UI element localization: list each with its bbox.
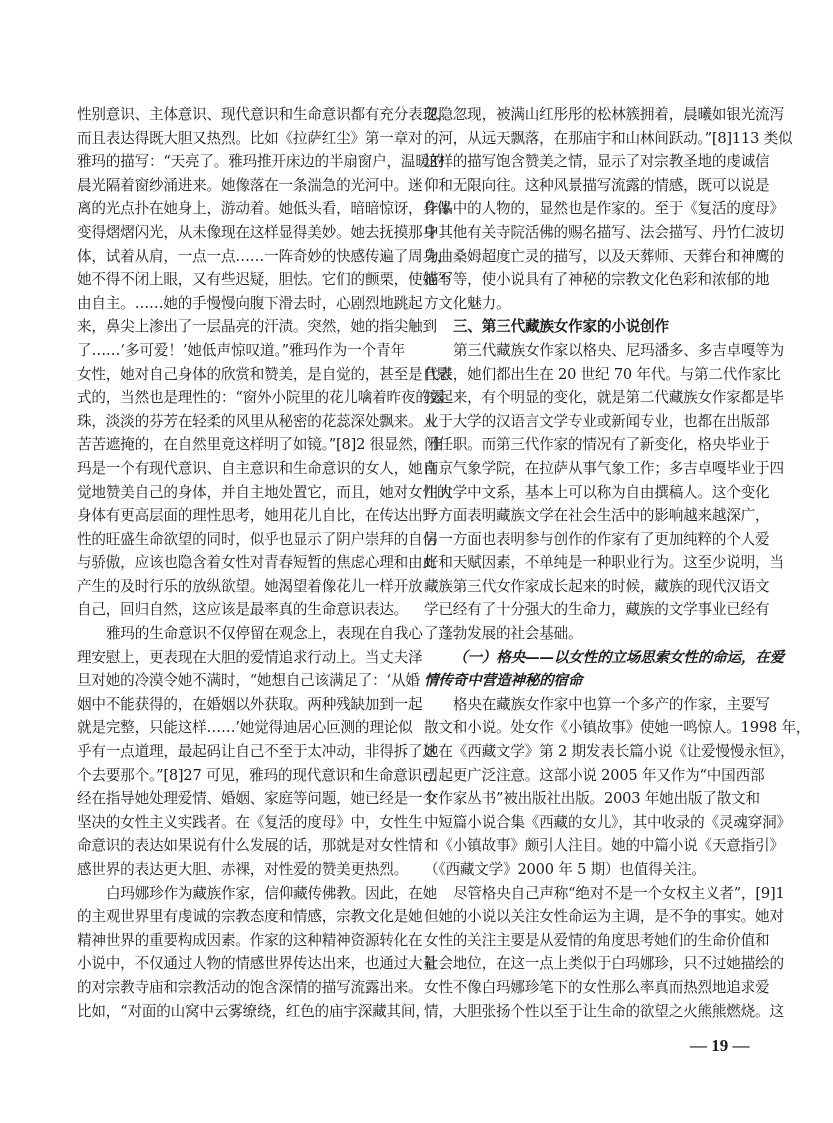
text-line: 尽管格央自己声称“绝对不是一个女权主义者”，[9]1	[453, 884, 785, 902]
text-line: 比如，“对面的山窝中云雾缭绕，红色的庙宇深藏其间，	[77, 1002, 430, 1020]
text-line: 和《小镇故事》颇引人注目。她的中篇小说《天意指引》	[424, 837, 784, 855]
text-line: 仰和无限向往。这种风景描写流露的情感，既可以说是	[424, 176, 770, 194]
text-line: 情，大胆张扬个性以至于让生命的欲望之火熊熊燃烧。这	[424, 1002, 784, 1020]
text-line: 但她的小说以关注女性命运为主调，是不争的事实。她对	[424, 908, 784, 926]
text-line: 社会地位，在这一点上类似于白玛娜珍，只不过她描绘的	[424, 955, 784, 973]
text-line: 身体有更高层面的理性思考，她用花儿自比，在传达出野	[77, 507, 437, 525]
section-heading: 三、第三代藏族女作家的小说创作	[453, 318, 669, 336]
text-line: 好和天赋因素，不单纯是一种职业行为。这至少说明，当	[424, 554, 784, 572]
text-line: 较起来，有个明显的变化，就是第二代藏族女作家都是毕	[424, 389, 784, 407]
text-line: 女作家丛书”被出版社出版。2003 年她出版了散文和	[424, 790, 760, 808]
text-line: 感世界的表达更大胆、赤裸，对性爱的赞美更热烈。	[77, 861, 409, 878]
text-line: 性的旺盛生命欲望的同时，似乎也显示了阴户崇拜的自信	[77, 530, 437, 548]
text-line: 小说中，不仅通过人物的情感世界传达出来，也通过大量	[77, 955, 437, 973]
text-line: 就是完整，只能这样……’她觉得迪居心叵测的理论似	[77, 719, 413, 737]
text-line: 川大学中文系，基本上可以称为自由撰稿人。这个变化	[424, 483, 770, 501]
text-line: 姻中不能获得的，在婚姻以外获取。两种残缺加到一起	[77, 695, 423, 713]
text-line: （《西藏文学》2000 年 5 期）也值得关注。	[424, 861, 706, 878]
text-line: 中短篇小说合集《西藏的女儿》，其中收录的《灵魂穿洞》	[424, 813, 791, 831]
text-line: 散文和小说。处女作《小镇故事》使她一鸣惊人。1998 年，	[424, 719, 811, 737]
text-line: 女性，她对自己身体的欣赏和赞美，是自觉的，甚至是自慰	[77, 365, 452, 383]
text-line: 旦对她的冷漠令她不满时，“她想自己该满足了：‘从婚	[77, 672, 420, 690]
text-line: 与骄傲，应该也隐含着女性对青春短暂的焦虑心理和由此	[77, 554, 437, 572]
text-line: 白玛娜珍作为藏族作家，信仰藏传佛教。因此，在她	[106, 884, 438, 902]
text-line: 门任职。而第三代作家的情况有了新变化，格央毕业于	[424, 436, 770, 454]
text-line: 引起更广泛注意。这部小说 2005 年又作为“中国西部	[424, 766, 765, 784]
text-line: 雅玛的描写：“天亮了。雅玛推开床边的半扇窗户，温暖的	[77, 153, 445, 171]
text-line: 晨光隔着窗纱涌进来。她像落在一条湍急的光河中。迷	[77, 176, 423, 194]
text-line: 由自主。……她的手慢慢向腹下滑去时，心剧烈地跳起	[77, 294, 423, 312]
text-line: 经在指导她处理爱情、婚姻、家庭等问题，她已经是一个	[77, 790, 437, 808]
text-line: 的对宗教寺庙和宗教活动的饱含深情的描写流露出来。	[77, 978, 423, 996]
text-line: 觉地赞美自己的身体，并自主地处置它，而且，她对女性的	[77, 483, 452, 501]
text-line: 自己，回归自然，这应该是最率真的生命意识表达。	[77, 601, 409, 619]
text-line: 另一方面也表明参与创作的作家有了更加纯粹的个人爱	[424, 530, 770, 548]
text-line: 个去要那个。”[8]27 可见，雅玛的现代意识和生命意识已	[77, 766, 437, 784]
text-line: 描写等，使小说具有了神秘的宗教文化色彩和浓郁的地	[424, 271, 770, 289]
left-column	[77, 103, 452, 1023]
text-line: 来，鼻尖上渗出了一层晶亮的汗渍。突然，她的指尖触到	[77, 318, 437, 336]
text-line: 性别意识、主体意识、现代意识和生命意识都有充分表现，	[77, 106, 452, 123]
text-line: 业于大学的汉语言文学专业或新闻专业，也都在出版部	[424, 412, 770, 430]
text-line: 女性的关注主要是从爱情的角度思考她们的生命价值和	[424, 931, 770, 949]
subsection-heading: （一）格央——以女性的立场思索女性的命运，在爱	[453, 648, 785, 666]
page-number: — 19 —	[690, 1036, 750, 1055]
text-line: 而且表达得既大胆又热烈。比如《拉萨红尘》第一章对	[77, 129, 423, 147]
text-line: 女性不像白玛娜珍笔下的女性那么率真而热烈地追求爱	[424, 978, 770, 996]
text-line: 了蓬勃发展的社会基础。	[424, 625, 583, 643]
text-line: 体，试着从肩，一点一点……一阵奇妙的快感传遍了周身，	[77, 247, 452, 265]
text-line: 代表，她们都出生在 20 世纪 70 年代。与第二代作家比	[424, 365, 781, 383]
text-line: 忽隐忽现，被满山红彤彤的松林簇拥着，晨曦如银光流泻	[424, 106, 784, 123]
text-line: 变得熠熠闪光，从未像现在这样显得美妙。她去抚摸那身	[77, 223, 437, 241]
text-line: 藏族第三代女作家成长起来的时候，藏族的现代汉语文	[424, 577, 770, 595]
text-line: 离的光点扑在她身上，游动着。她低头看，暗暗惊讶，身体	[77, 200, 452, 218]
text-line: 精神世界的重要构成因素。作家的这种精神资源转化在	[77, 931, 423, 949]
text-line: 产生的及时行乐的放纵欲望。她渴望着像花儿一样开放	[77, 577, 423, 595]
text-line: 的主观世界里有虔诚的宗教态度和情感，宗教文化是她	[77, 908, 423, 926]
text-line: 苦苦遮掩的，在自然里竟这样明了如镜。”[8]2 很显然，雅	[77, 436, 442, 454]
text-line: 第三代藏族女作家以格央、尼玛潘多、多吉卓嘎等为	[453, 341, 785, 359]
text-line: 这样的描写饱含赞美之情，显示了对宗教圣地的虔诚信	[424, 153, 770, 171]
text-line: 中其他有关寺院活佛的赐名描写、法会描写、丹竹仁波切	[424, 223, 784, 241]
text-line: 格央在藏族女作家中也算一个多产的作家，主要写	[453, 695, 770, 713]
text-line: 学已经有了十分强大的生命力，藏族的文学事业已经有	[424, 601, 770, 619]
text-line: 了……‘多可爱！’她低声惊叹道。”雅玛作为一个青年	[77, 341, 405, 359]
text-line: 她在《西藏文学》第 2 期发表长篇小说《让爱慢慢永恒》，	[424, 743, 795, 761]
text-line: 命意识的表达如果说有什么发展的话，那就是对女性情	[77, 837, 423, 855]
text-line: 一方面表明藏族文学在社会生活中的影响越来越深广，	[424, 507, 770, 525]
text-line: 理安慰上，更表现在大胆的爱情追求行动上。当丈夫泽	[77, 648, 423, 666]
subsection-heading: 情传奇中营造神秘的宿命	[424, 672, 583, 690]
text-line: 的河，从远天飘落，在那庙宇和山林间跃动。”[8]113 类似	[424, 129, 793, 147]
text-line: 南京气象学院，在拉萨从事气象工作；多吉卓嘎毕业于四	[424, 459, 784, 477]
text-line: 作品中的人物的，显然也是作家的。至于《复活的度母》	[424, 200, 784, 218]
text-line: 乎有一点道理，最起码让自己不至于太冲动，非得拆了这	[77, 743, 437, 761]
text-line: 坚决的女性主义实践者。在《复活的度母》中，女性生	[77, 813, 423, 831]
text-line: 式的，当然也是理性的：“窗外小院里的花儿噙着昨夜的露	[77, 389, 445, 407]
text-line: 珠，淡淡的芬芳在轻柔的风里从秘密的花蕊深处飘来。人	[77, 412, 437, 430]
text-line: 为曲桑姆超度亡灵的描写，以及天葬师、天葬台和神鹰的	[424, 247, 784, 265]
text-line: 玛是一个有现代意识、自主意识和生命意识的女人，她自	[77, 459, 437, 477]
right-column	[424, 103, 811, 1023]
text-line: 方文化魅力。	[424, 294, 511, 312]
text-line: 她不得不闭上眼，又有些迟疑，胆怯。它们的颤栗，使她不	[77, 271, 452, 289]
text-line: 雅玛的生命意识不仅停留在观念上，表现在自我心	[106, 625, 423, 643]
